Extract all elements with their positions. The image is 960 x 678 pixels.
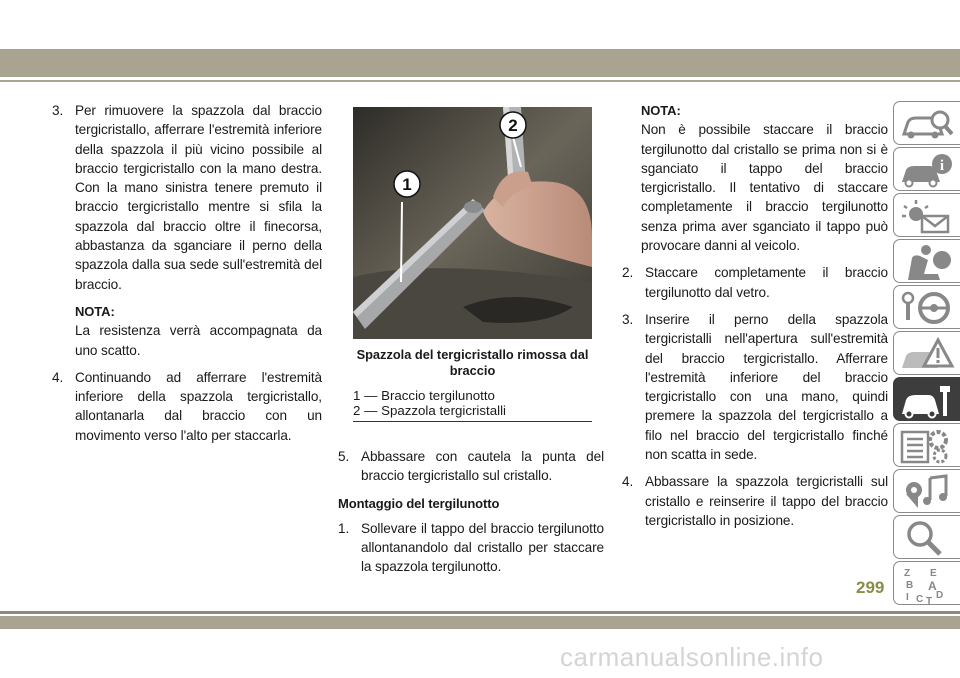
step-5-remove: [338, 447, 604, 486]
text-column-right: [622, 101, 888, 538]
step-text: Sollevare il tappo del braccio tergilunotto allontanandolo dal cristallo per staccare la spazzola tergilunotto.: [361, 520, 604, 575]
step-number: 3.: [622, 311, 634, 327]
step-1-install: [338, 519, 604, 577]
header-band: [0, 49, 960, 77]
header-rule: [0, 80, 960, 82]
text-column-middle: [338, 447, 604, 585]
step-3-install: [622, 310, 888, 464]
step-text: Abbassare la spazzola tergicristalli sul cristallo e reinserire il tappo del braccio tergicristallo in posizione.: [645, 474, 888, 528]
svg-text:B: B: [906, 580, 914, 591]
figure-legend: [353, 388, 592, 418]
tab-multimedia[interactable]: [893, 469, 960, 513]
callout-1: 1: [402, 175, 412, 194]
note-text: Non è possibile staccare il braccio tergilunotto dal cristallo se prima non si è sganciato il tappo del braccio tergicristallo. Il tentativo di staccare completamente il braccio tergilunotto senza prima aver sganciato il tappo può provocare danni al veicolo.: [641, 122, 888, 254]
tab-servicing-maintenance[interactable]: [893, 377, 960, 421]
step-text: Abbassare con cautela la punta del braccio tergicristallo sul cristallo.: [361, 449, 604, 484]
wiper-photo: [353, 107, 592, 339]
tab-warning-lights[interactable]: [893, 193, 960, 237]
alphabet-index-icon: [898, 564, 956, 604]
car-search-icon: [898, 104, 956, 144]
step-text: Inserire il perno della spazzola tergicristalli nell'apertura sull'estremità del braccio tergicristallo. Afferrare l'estremità inferiore del braccio tergicristallo con una mano, quindi premere la spazzola del tergicristallo a filo nel braccio del tergicristallo finché non scatta in sede.: [645, 311, 888, 463]
text-column-left: [52, 101, 322, 453]
warning-light-message-icon: [898, 196, 956, 236]
step-number: 5.: [338, 449, 350, 464]
page-number: 299: [856, 578, 885, 597]
magnifier-icon: [898, 518, 956, 558]
figure-caption: Spazzola del tergicristallo rimossa dal braccio: [356, 347, 589, 378]
svg-text:A: A: [928, 579, 937, 593]
callout-2: 2: [508, 116, 518, 135]
step-number: 1.: [338, 520, 350, 536]
note-heading: NOTA:: [641, 103, 681, 118]
tab-safety[interactable]: [893, 239, 960, 283]
wiper-photo-illustration: [353, 107, 592, 339]
svg-text:i: i: [939, 158, 945, 174]
svg-text:C: C: [916, 594, 924, 604]
svg-text:I: I: [906, 592, 909, 603]
tab-vehicle-info[interactable]: [893, 147, 960, 191]
watermark: carmanualsonline.info: [560, 642, 824, 672]
airbag-seat-icon: [898, 242, 956, 282]
car-wrench-icon: [898, 380, 956, 420]
multimedia-music-icon: [898, 472, 956, 512]
step-number: 4.: [622, 474, 634, 490]
tab-index[interactable]: [893, 561, 960, 605]
step-text: Staccare completamente il braccio tergilunotto dal vetro.: [645, 265, 888, 300]
svg-text:Z: Z: [904, 568, 911, 579]
tab-starting-operating[interactable]: [893, 285, 960, 329]
note-text: La resistenza verrà accompagnata da uno scatto.: [75, 323, 322, 358]
step-number: 4.: [52, 369, 64, 385]
step-4-install: [622, 472, 888, 530]
hazard-car-icon: [898, 334, 956, 374]
note-heading: NOTA:: [75, 303, 115, 319]
step-text: Per rimuovere la spazzola dal braccio tergicristallo, afferrare l'estremità inferiore della spazzola il più vicino possibile al braccio tergicristallo con la mano destra. Con la mano sinistra tenere premuto il braccio tergicristallo mentre si sfila la spazzola dal braccio oltre il finecorsa, abbastanza da sganciare il perno della spazzola dalla sua sede sull'estremità del braccio.: [75, 103, 322, 292]
footer-band: [0, 616, 960, 629]
legend-item-2: 2 — Spazzola tergicristalli: [353, 403, 506, 418]
svg-text:T: T: [926, 596, 933, 604]
step-text: Continuando ad afferrare l'estremità inferiore della spazzola tergicristallo, allontanarla dal braccio con un movimento verso l'alto per staccarla.: [75, 369, 322, 443]
car-info-icon: [898, 150, 956, 190]
specs-gear-icon: [898, 426, 956, 466]
tab-customer-assistance[interactable]: [893, 515, 960, 559]
svg-text:E: E: [930, 568, 937, 579]
step-number: 3.: [52, 103, 64, 118]
legend-rule: [353, 421, 592, 422]
tab-technical-specs[interactable]: [893, 423, 960, 467]
legend-item-1: 1 — Braccio tergilunotto: [353, 388, 495, 403]
footer-rule: [0, 611, 960, 614]
section-subheading: Montaggio del tergilunotto: [338, 495, 500, 511]
step-number: 2.: [622, 265, 634, 281]
tab-getting-to-know-vehicle[interactable]: [893, 101, 960, 145]
step-4-remove: [52, 368, 322, 445]
step-2-install: [622, 263, 888, 302]
steering-wheel-key-icon: [898, 288, 956, 328]
tab-emergency[interactable]: [893, 331, 960, 375]
step-3-remove: [52, 101, 322, 294]
svg-text:D: D: [936, 590, 944, 601]
